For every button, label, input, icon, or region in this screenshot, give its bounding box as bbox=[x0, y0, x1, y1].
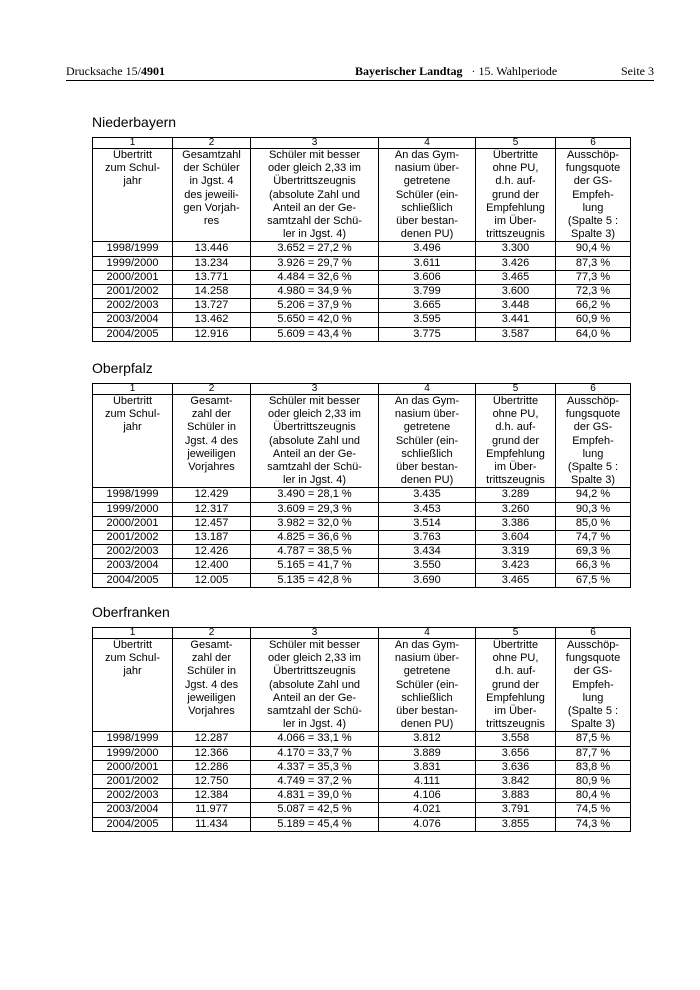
cell-total: 12.287 bbox=[173, 732, 251, 746]
cell-qualified: 3.609 = 29,3 % bbox=[251, 502, 379, 516]
column-header: Übertritte ohne PU, d.h. auf- grund der Empfehlung im Über- trittszeugnis bbox=[476, 639, 556, 732]
column-header: Schüler mit besser oder gleich 2,33 im Übertrittszeugnis (absolute Zahl und Anteil an der Ge- samtzahl der Schü- ler in Jgst. 4) bbox=[251, 149, 379, 242]
cell-total: 12.286 bbox=[173, 760, 251, 774]
cell-year: 2001/2002 bbox=[93, 285, 173, 299]
parliament-title: Bayerischer Landtag · 15. Wahlperiode bbox=[355, 64, 558, 78]
table-oberpfalz bbox=[92, 383, 631, 588]
table-row bbox=[93, 313, 631, 327]
cell-no-pu: 3.300 bbox=[476, 242, 556, 256]
cell-gym: 3.831 bbox=[379, 760, 476, 774]
cell-total: 11.977 bbox=[173, 803, 251, 817]
cell-quota: 74,5 % bbox=[556, 803, 631, 817]
column-header: Übertritt zum Schul- jahr bbox=[93, 149, 173, 242]
cell-gym: 3.514 bbox=[379, 516, 476, 530]
cell-quota: 67,5 % bbox=[556, 573, 631, 587]
cell-qualified: 5.087 = 42,5 % bbox=[251, 803, 379, 817]
cell-no-pu: 3.855 bbox=[476, 817, 556, 831]
table-row bbox=[93, 573, 631, 587]
cell-total: 13.446 bbox=[173, 242, 251, 256]
cell-gym: 3.690 bbox=[379, 573, 476, 587]
column-header: Schüler mit besser oder gleich 2,33 im Übertrittszeugnis (absolute Zahl und Anteil an der Ge- samtzahl der Schü- ler in Jgst. 4) bbox=[251, 395, 379, 488]
cell-qualified: 4.831 = 39,0 % bbox=[251, 789, 379, 803]
table-row bbox=[93, 256, 631, 270]
column-header: An das Gym- nasium über- getretene Schüler (ein- schließlich über bestan- denen PU) bbox=[379, 149, 476, 242]
cell-qualified: 5.135 = 42,8 % bbox=[251, 573, 379, 587]
cell-gym: 3.799 bbox=[379, 285, 476, 299]
table-row bbox=[93, 285, 631, 299]
cell-qualified: 4.337 = 35,3 % bbox=[251, 760, 379, 774]
table-row bbox=[93, 803, 631, 817]
cell-total: 12.457 bbox=[173, 516, 251, 530]
cell-total: 12.384 bbox=[173, 789, 251, 803]
table-row bbox=[93, 242, 631, 256]
table-row bbox=[93, 516, 631, 530]
region-title-oberpfalz: Oberpfalz bbox=[92, 360, 153, 376]
cell-quota: 74,7 % bbox=[556, 531, 631, 545]
cell-gym: 4.111 bbox=[379, 775, 476, 789]
cell-year: 2004/2005 bbox=[93, 817, 173, 831]
cell-total: 12.426 bbox=[173, 545, 251, 559]
header-row bbox=[93, 639, 631, 732]
cell-gym: 3.434 bbox=[379, 545, 476, 559]
cell-qualified: 4.980 = 34,9 % bbox=[251, 285, 379, 299]
cell-qualified: 5.206 = 37,9 % bbox=[251, 299, 379, 313]
header-row bbox=[93, 149, 631, 242]
column-header: An das Gym- nasium über- getretene Schüler (ein- schließlich über bestan- denen PU) bbox=[379, 395, 476, 488]
cell-gym: 4.076 bbox=[379, 817, 476, 831]
column-header: Ausschöp- fungsquote der GS- Empfeh- lung (Spalte 5 : Spalte 3) bbox=[556, 149, 631, 242]
cell-qualified: 3.926 = 29,7 % bbox=[251, 256, 379, 270]
cell-year: 2003/2004 bbox=[93, 803, 173, 817]
cell-total: 14.258 bbox=[173, 285, 251, 299]
cell-year: 2003/2004 bbox=[93, 313, 173, 327]
column-number-row: 1 2 3 4 5 6 bbox=[93, 384, 631, 395]
cell-year: 2000/2001 bbox=[93, 760, 173, 774]
document-number: Drucksache 15/4901 bbox=[66, 64, 165, 78]
cell-quota: 80,9 % bbox=[556, 775, 631, 789]
cell-no-pu: 3.289 bbox=[476, 488, 556, 502]
cell-year: 2003/2004 bbox=[93, 559, 173, 573]
cell-gym: 3.435 bbox=[379, 488, 476, 502]
cell-quota: 77,3 % bbox=[556, 270, 631, 284]
cell-qualified: 5.189 = 45,4 % bbox=[251, 817, 379, 831]
cell-qualified: 4.825 = 36,6 % bbox=[251, 531, 379, 545]
cell-qualified: 5.609 = 43,4 % bbox=[251, 327, 379, 341]
table-row bbox=[93, 746, 631, 760]
cell-no-pu: 3.587 bbox=[476, 327, 556, 341]
cell-year: 2004/2005 bbox=[93, 327, 173, 341]
column-header: An das Gym- nasium über- getretene Schüler (ein- schließlich über bestan- denen PU) bbox=[379, 639, 476, 732]
column-header: Übertritt zum Schul- jahr bbox=[93, 639, 173, 732]
cell-total: 13.234 bbox=[173, 256, 251, 270]
cell-quota: 94,2 % bbox=[556, 488, 631, 502]
cell-quota: 83,8 % bbox=[556, 760, 631, 774]
column-header: Übertritte ohne PU, d.h. auf- grund der Empfehlung im Über- trittszeugnis bbox=[476, 149, 556, 242]
cell-qualified: 5.165 = 41,7 % bbox=[251, 559, 379, 573]
cell-gym: 3.550 bbox=[379, 559, 476, 573]
cell-qualified: 3.490 = 28,1 % bbox=[251, 488, 379, 502]
cell-total: 12.005 bbox=[173, 573, 251, 587]
cell-year: 2002/2003 bbox=[93, 545, 173, 559]
page-header bbox=[66, 64, 654, 80]
column-header: Ausschöp- fungsquote der GS- Empfeh- lung (Spalte 5 : Spalte 3) bbox=[556, 395, 631, 488]
cell-quota: 64,0 % bbox=[556, 327, 631, 341]
table-row bbox=[93, 488, 631, 502]
table-row bbox=[93, 327, 631, 341]
table-row bbox=[93, 789, 631, 803]
cell-no-pu: 3.386 bbox=[476, 516, 556, 530]
cell-qualified: 4.484 = 32,6 % bbox=[251, 270, 379, 284]
cell-quota: 72,3 % bbox=[556, 285, 631, 299]
column-number-row: 1 2 3 4 5 6 bbox=[93, 138, 631, 149]
table-row bbox=[93, 817, 631, 831]
cell-quota: 87,5 % bbox=[556, 732, 631, 746]
cell-no-pu: 3.636 bbox=[476, 760, 556, 774]
cell-year: 2000/2001 bbox=[93, 270, 173, 284]
cell-no-pu: 3.600 bbox=[476, 285, 556, 299]
cell-no-pu: 3.558 bbox=[476, 732, 556, 746]
column-header: Ausschöp- fungsquote der GS- Empfeh- lung (Spalte 5 : Spalte 3) bbox=[556, 639, 631, 732]
table-row bbox=[93, 299, 631, 313]
cell-total: 13.462 bbox=[173, 313, 251, 327]
cell-quota: 90,4 % bbox=[556, 242, 631, 256]
cell-gym: 3.496 bbox=[379, 242, 476, 256]
cell-year: 2002/2003 bbox=[93, 789, 173, 803]
cell-gym: 4.106 bbox=[379, 789, 476, 803]
cell-total: 13.727 bbox=[173, 299, 251, 313]
cell-year: 2001/2002 bbox=[93, 531, 173, 545]
table-row bbox=[93, 270, 631, 284]
cell-gym: 3.763 bbox=[379, 531, 476, 545]
cell-no-pu: 3.842 bbox=[476, 775, 556, 789]
cell-quota: 90,3 % bbox=[556, 502, 631, 516]
cell-gym: 3.889 bbox=[379, 746, 476, 760]
cell-year: 1999/2000 bbox=[93, 502, 173, 516]
cell-gym: 3.453 bbox=[379, 502, 476, 516]
column-header: Gesamt- zahl der Schüler in Jgst. 4 des jeweiligen Vorjahres bbox=[173, 395, 251, 488]
cell-total: 12.429 bbox=[173, 488, 251, 502]
cell-total: 12.317 bbox=[173, 502, 251, 516]
cell-gym: 3.611 bbox=[379, 256, 476, 270]
cell-year: 1999/2000 bbox=[93, 746, 173, 760]
table-niederbayern bbox=[92, 137, 631, 342]
cell-total: 12.916 bbox=[173, 327, 251, 341]
header-rule bbox=[66, 80, 654, 81]
cell-gym: 3.775 bbox=[379, 327, 476, 341]
cell-no-pu: 3.604 bbox=[476, 531, 556, 545]
cell-total: 11.434 bbox=[173, 817, 251, 831]
cell-no-pu: 3.423 bbox=[476, 559, 556, 573]
cell-gym: 3.595 bbox=[379, 313, 476, 327]
cell-year: 2004/2005 bbox=[93, 573, 173, 587]
table-row bbox=[93, 732, 631, 746]
cell-quota: 66,3 % bbox=[556, 559, 631, 573]
cell-year: 2002/2003 bbox=[93, 299, 173, 313]
cell-no-pu: 3.260 bbox=[476, 502, 556, 516]
cell-quota: 87,7 % bbox=[556, 746, 631, 760]
table-row bbox=[93, 531, 631, 545]
column-header: Gesamt- zahl der Schüler in Jgst. 4 des jeweiligen Vorjahres bbox=[173, 639, 251, 732]
table-row bbox=[93, 559, 631, 573]
table-row bbox=[93, 502, 631, 516]
cell-total: 12.750 bbox=[173, 775, 251, 789]
column-header: Schüler mit besser oder gleich 2,33 im Übertrittszeugnis (absolute Zahl und Anteil an der Ge- samtzahl der Schü- ler in Jgst. 4) bbox=[251, 639, 379, 732]
cell-year: 2001/2002 bbox=[93, 775, 173, 789]
cell-quota: 80,4 % bbox=[556, 789, 631, 803]
cell-gym: 3.812 bbox=[379, 732, 476, 746]
table-oberfranken bbox=[92, 627, 631, 832]
cell-quota: 87,3 % bbox=[556, 256, 631, 270]
column-header: Übertritt zum Schul- jahr bbox=[93, 395, 173, 488]
cell-no-pu: 3.465 bbox=[476, 573, 556, 587]
cell-no-pu: 3.791 bbox=[476, 803, 556, 817]
cell-total: 13.771 bbox=[173, 270, 251, 284]
cell-no-pu: 3.441 bbox=[476, 313, 556, 327]
page-number: Seite 3 bbox=[621, 64, 654, 78]
cell-total: 13.187 bbox=[173, 531, 251, 545]
cell-year: 1999/2000 bbox=[93, 256, 173, 270]
cell-qualified: 3.652 = 27,2 % bbox=[251, 242, 379, 256]
region-title-niederbayern: Niederbayern bbox=[92, 114, 177, 130]
cell-year: 2000/2001 bbox=[93, 516, 173, 530]
table-row bbox=[93, 760, 631, 774]
cell-gym: 3.665 bbox=[379, 299, 476, 313]
cell-quota: 74,3 % bbox=[556, 817, 631, 831]
cell-no-pu: 3.656 bbox=[476, 746, 556, 760]
cell-qualified: 5.650 = 42,0 % bbox=[251, 313, 379, 327]
cell-quota: 85,0 % bbox=[556, 516, 631, 530]
cell-quota: 69,3 % bbox=[556, 545, 631, 559]
cell-no-pu: 3.465 bbox=[476, 270, 556, 284]
table-row bbox=[93, 545, 631, 559]
column-header: Gesamtzahl der Schüler in Jgst. 4 des jeweili- gen Vorjah- res bbox=[173, 149, 251, 242]
cell-year: 1998/1999 bbox=[93, 242, 173, 256]
column-header: Übertritte ohne PU, d.h. auf- grund der Empfehlung im Über- trittszeugnis bbox=[476, 395, 556, 488]
cell-year: 1998/1999 bbox=[93, 488, 173, 502]
cell-qualified: 4.787 = 38,5 % bbox=[251, 545, 379, 559]
region-title-oberfranken: Oberfranken bbox=[92, 604, 170, 620]
column-number-row: 1 2 3 4 5 6 bbox=[93, 628, 631, 639]
cell-no-pu: 3.883 bbox=[476, 789, 556, 803]
cell-no-pu: 3.319 bbox=[476, 545, 556, 559]
cell-gym: 3.606 bbox=[379, 270, 476, 284]
cell-quota: 60,9 % bbox=[556, 313, 631, 327]
cell-qualified: 4.170 = 33,7 % bbox=[251, 746, 379, 760]
cell-total: 12.400 bbox=[173, 559, 251, 573]
cell-no-pu: 3.448 bbox=[476, 299, 556, 313]
cell-no-pu: 3.426 bbox=[476, 256, 556, 270]
cell-qualified: 4.066 = 33,1 % bbox=[251, 732, 379, 746]
cell-quota: 66,2 % bbox=[556, 299, 631, 313]
header-row bbox=[93, 395, 631, 488]
cell-total: 12.366 bbox=[173, 746, 251, 760]
cell-year: 1998/1999 bbox=[93, 732, 173, 746]
table-row bbox=[93, 775, 631, 789]
cell-qualified: 4.749 = 37,2 % bbox=[251, 775, 379, 789]
cell-gym: 4.021 bbox=[379, 803, 476, 817]
cell-qualified: 3.982 = 32,0 % bbox=[251, 516, 379, 530]
